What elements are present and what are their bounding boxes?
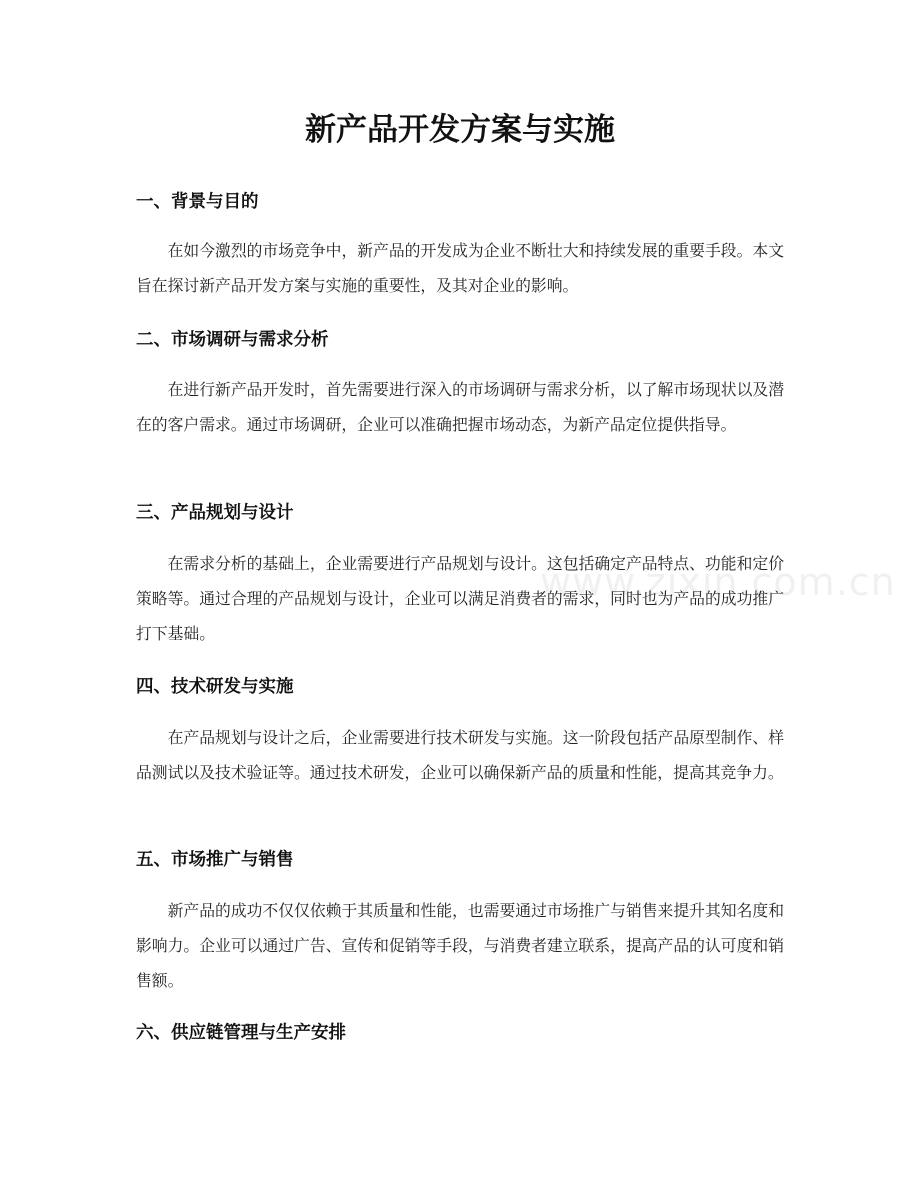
document-title: 新产品开发方案与实施 — [305, 112, 615, 148]
section-heading-background: 一、背景与目的 — [136, 192, 259, 212]
section-paragraph-market-research: 在进行新产品开发时，首先需要进行深入的市场调研与需求分析，以了解市场现状以及潜在的客户需求。通过市场调研，企业可以准确把握市场动态，为新产品定位提供指导。 — [136, 380, 784, 434]
section-heading-tech-rnd: 四、技术研发与实施 — [136, 677, 294, 697]
section-paragraph-background: 在如今激烈的市场竞争中，新产品的开发成为企业不断壮大和持续发展的重要手段。本文旨在探讨新产品开发方案与实施的重要性，及其对企业的影响。 — [136, 241, 784, 295]
section-heading-marketing-sales: 五、市场推广与销售 — [136, 850, 294, 870]
section-paragraph-tech-rnd: 在产品规划与设计之后，企业需要进行技术研发与实施。这一阶段包括产品原型制作、样品测试以及技术验证等。通过技术研发，企业可以确保新产品的质量和性能，提高其竞争力。 — [136, 728, 784, 782]
section-paragraph-marketing-sales: 新产品的成功不仅仅依赖于其质量和性能，也需要通过市场推广与销售来提升其知名度和影响力。企业可以通过广告、宣传和促销等手段，与消费者建立联系，提高产品的认可度和销售额。 — [136, 901, 784, 990]
section-paragraph-product-planning: 在需求分析的基础上，企业需要进行产品规划与设计。这包括确定产品特点、功能和定价策略等。通过合理的产品规划与设计，企业可以满足消费者的需求，同时也为产品的成功推广打下基础。 — [136, 554, 784, 643]
watermark-text: www.zixin.com.cn — [540, 560, 896, 604]
section-heading-product-planning: 三、产品规划与设计 — [136, 503, 294, 523]
section-heading-supply-chain: 六、供应链管理与生产安排 — [136, 1023, 346, 1043]
section-heading-market-research: 二、市场调研与需求分析 — [136, 330, 329, 350]
